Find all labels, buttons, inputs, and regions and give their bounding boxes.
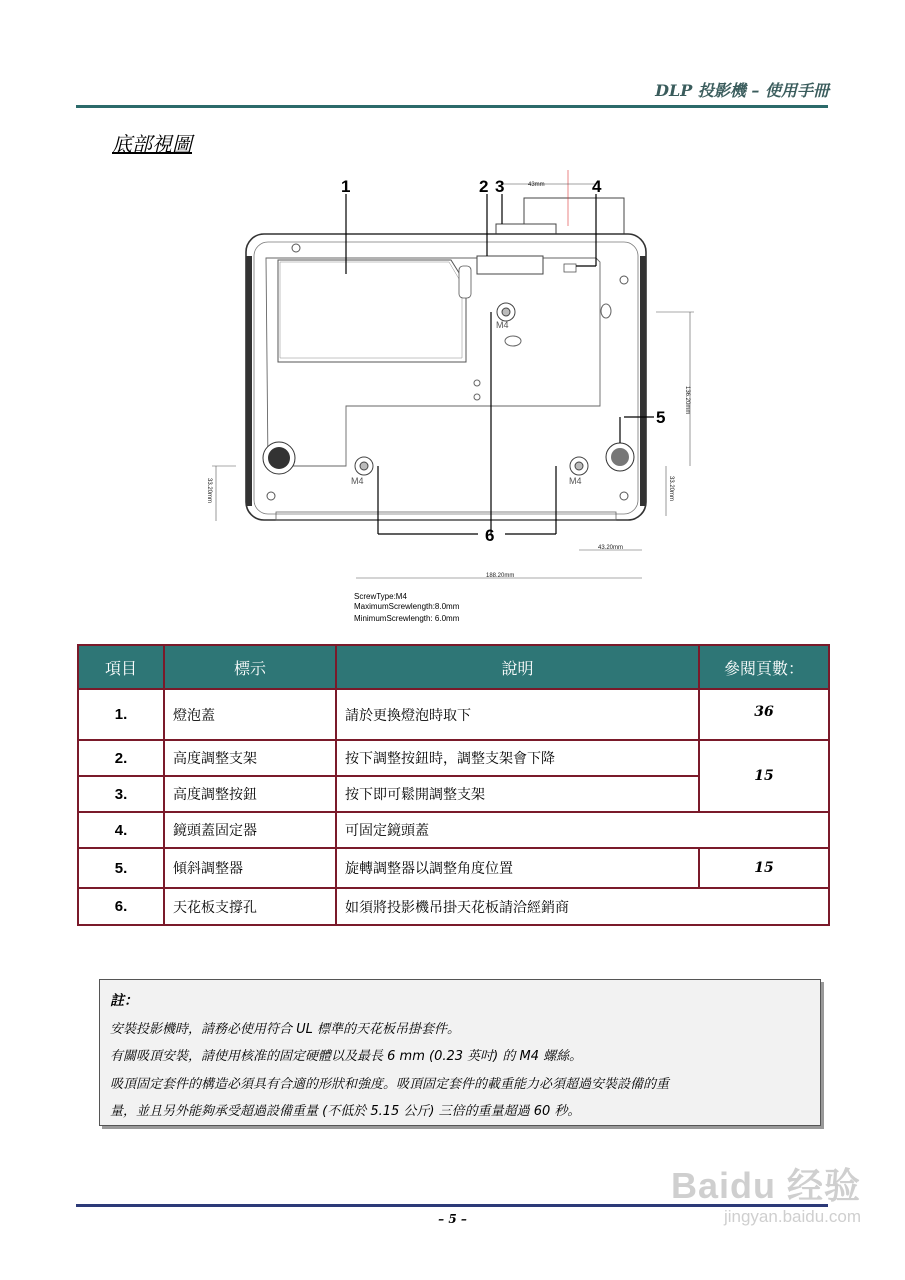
screw-min-note: MinimumScrewlength: 6.0mm (354, 614, 460, 623)
row-label: 高度調整支架 (164, 740, 336, 776)
dim-right-small: 33.20mm (668, 476, 674, 502)
note-line: 有關吸頂安裝，請使用核准的固定硬體以及最長 6 mm (0.23 英吋) 的 M4 螺絲。 (110, 1049, 583, 1064)
header-page-ref: 參閱頁數： (699, 645, 829, 689)
watermark-url: jingyan.baidu.com (723, 1207, 861, 1226)
watermark (671, 1158, 861, 1227)
header-label: 標示 (164, 645, 336, 689)
note-heading: 註： (110, 993, 138, 1009)
table-row (78, 689, 829, 740)
row-label: 天花板支撐孔 (164, 888, 336, 925)
dim-bottom-small: 43.20mm (598, 545, 624, 551)
callout-6: 6 (485, 526, 495, 545)
screw-type-note: ScrewType:M4 (354, 592, 407, 601)
row-page: 15 (699, 848, 829, 888)
row-label: 鏡頭蓋固定器 (164, 812, 336, 848)
page-number: – 5 – (438, 1212, 467, 1226)
row-label: 高度調整按鈕 (164, 776, 336, 812)
callout-2: 2 (479, 177, 489, 196)
bottom-view-diagram (196, 166, 706, 636)
watermark-brand: Baidu 经验 (670, 1165, 861, 1206)
row-num: 3. (78, 776, 164, 812)
table-header-row (78, 645, 829, 689)
header-rule (76, 105, 828, 108)
callout-3: 3 (495, 177, 505, 196)
header-item: 項目 (78, 645, 164, 689)
row-desc: 按下調整按鈕時，調整支架會下降 (336, 740, 699, 776)
row-label: 燈泡蓋 (164, 689, 336, 740)
row-num: 2. (78, 740, 164, 776)
note-line: 安裝投影機時，請務必使用符合 UL 標準的天花板吊掛套件。 (110, 1022, 461, 1037)
screw-max-note: MaximumScrewlength:8.0mm (354, 602, 460, 611)
header-description: 說明 (336, 645, 699, 689)
table-row (78, 812, 829, 848)
row-page: 36 (699, 689, 829, 740)
m4-label-right: M4 (569, 476, 582, 486)
row-desc: 可固定鏡頭蓋 (336, 812, 829, 848)
callout-4: 4 (592, 177, 602, 196)
row-desc: 按下即可鬆開調整支架 (336, 776, 699, 812)
dim-top: 43mm (528, 182, 545, 188)
dim-left-small: 33.20mm (206, 478, 212, 504)
row-label: 傾斜調整器 (164, 848, 336, 888)
row-page: 15 (699, 740, 829, 812)
row-desc: 如須將投影機吊掛天花板請洽經銷商 (336, 888, 829, 925)
dim-bottom-width: 188.20mm (486, 573, 515, 579)
table-row (78, 740, 829, 776)
row-num: 5. (78, 848, 164, 888)
m4-label-left: M4 (351, 476, 364, 486)
row-desc: 旋轉調整器以調整角度位置 (336, 848, 699, 888)
parts-table (77, 644, 830, 926)
dim-right-height: 136.20mm (684, 386, 690, 415)
row-desc: 請於更換燈泡時取下 (336, 689, 699, 740)
callout-5: 5 (656, 408, 666, 427)
header-title: DLP 投影機 – 使用手冊 (655, 81, 829, 100)
note-line: 量，並且另外能夠承受超過設備重量 (不低於 5.15 公斤) 三倍的重量超過 60 秒。 (110, 1104, 581, 1119)
table-row (78, 888, 829, 925)
m4-label-top: M4 (496, 320, 509, 330)
row-num: 1. (78, 689, 164, 740)
section-title: 底部視圖 (112, 132, 192, 156)
note-box (99, 979, 821, 1126)
table-row (78, 848, 829, 888)
note-line: 吸頂固定套件的構造必須具有合適的形狀和強度。吸頂固定套件的載重能力必須超過安裝設備的重 (110, 1077, 670, 1092)
callout-1: 1 (341, 177, 351, 196)
row-num: 6. (78, 888, 164, 925)
row-num: 4. (78, 812, 164, 848)
